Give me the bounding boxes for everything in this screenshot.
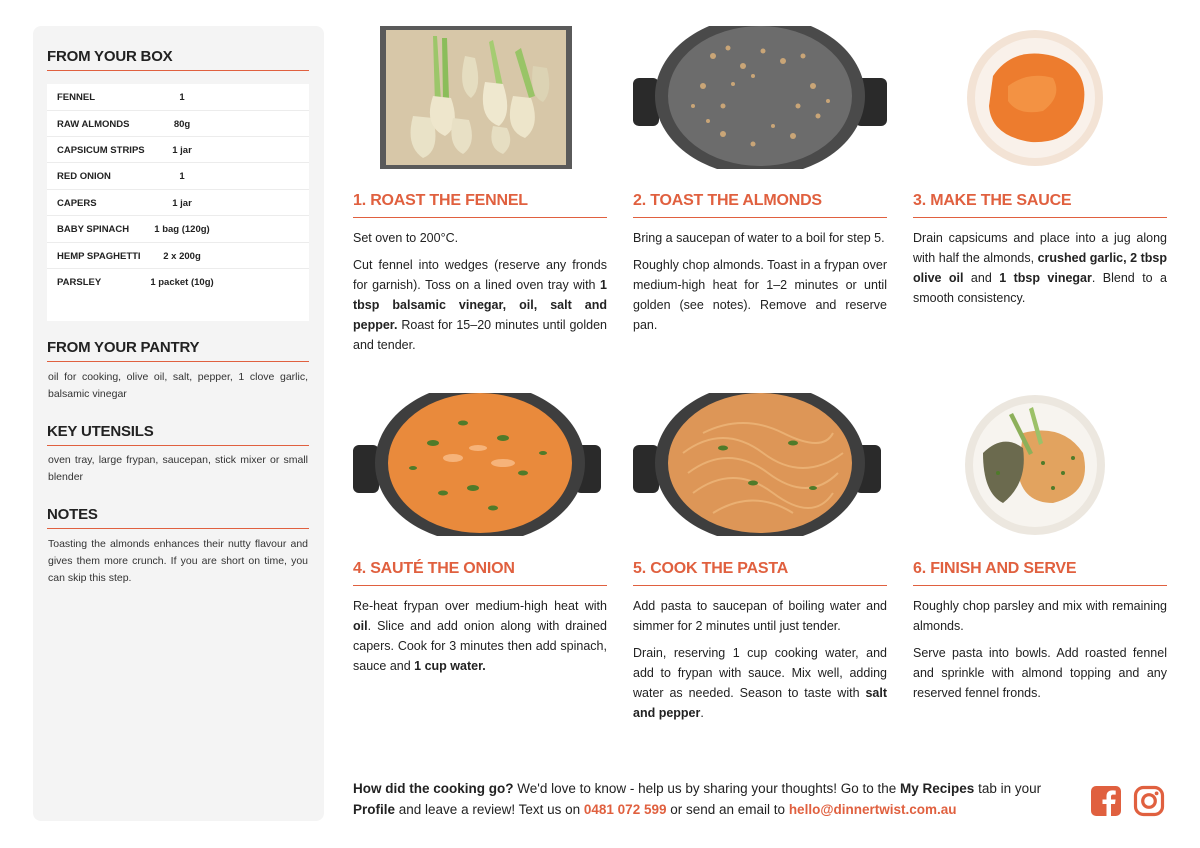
table-row — [47, 163, 309, 189]
bold-ingredient: 1 cup water. — [414, 659, 486, 673]
email-link[interactable]: hello@dinnertwist.com.au — [788, 802, 957, 817]
table-row — [47, 84, 309, 110]
capsicum-sauce-photo — [913, 26, 1167, 169]
step-paragraph — [353, 228, 607, 248]
table-row — [47, 190, 309, 216]
step-paragraph — [913, 596, 1167, 636]
step-3-rule — [913, 217, 1167, 218]
ingredient-qty: 1 jar — [172, 144, 192, 156]
creamy-sauce — [388, 393, 572, 533]
instruction-text: Drain capsicums and place into a jug along with half the almonds, — [913, 231, 1167, 265]
step-paragraph — [633, 596, 887, 636]
step-paragraph — [633, 255, 887, 335]
bold-ingredient: 1 tbsp balsamic vinegar, oil, salt and pepper. — [353, 278, 607, 332]
phone-number-link[interactable]: 0481 072 599 — [583, 802, 667, 817]
feedback-text-4: or send an email to — [666, 802, 789, 817]
instruction-text: Set oven to 200°C. — [353, 231, 459, 245]
step-3-body — [913, 228, 1167, 315]
step-2-rule — [633, 217, 887, 218]
ingredient-qty: 80g — [173, 118, 191, 130]
table-row — [47, 269, 309, 295]
instruction-text: Roughly chop almonds. Toast in a frypan over medium-high heat for 1–2 minutes or until golden (see notes). Remove and reserve pan. — [633, 258, 887, 332]
instruction-text: . Blend to a smooth consistency. — [913, 271, 1167, 305]
step-2-title: 2. TOAST THE ALMONDS — [633, 192, 822, 209]
feedback-text-1: We'd love to know - help us by sharing your thoughts! Go to the — [513, 781, 901, 796]
pan-handle-left — [633, 445, 659, 493]
step-3-title: 3. MAKE THE SAUCE — [913, 192, 1072, 209]
step-paragraph — [913, 643, 1167, 703]
feedback-text-3: and leave a review! Text us on — [395, 802, 584, 817]
from-box-title: FROM YOUR BOX — [47, 48, 173, 65]
ingredient-qty: 2 x 200g — [163, 250, 201, 262]
utensils-rule — [47, 445, 309, 446]
instruction-text: Bring a saucepan of water to a boil for step 5. — [633, 231, 885, 245]
bold-ingredient: salt and pepper — [633, 686, 887, 720]
ingredient-name: CAPSICUM STRIPS — [57, 144, 145, 156]
notes-text: Toasting the almonds enhances their nutty flavour and gives them more crunch. If you are short on time, you can skip this step. — [48, 538, 308, 584]
feedback-question: How did the cooking go? — [353, 781, 514, 796]
utensils-title: KEY UTENSILS — [47, 423, 154, 440]
step-5-body — [633, 596, 887, 730]
instruction-text: and — [963, 271, 1000, 285]
step-paragraph — [913, 228, 1167, 308]
utensils-text: oven tray, large frypan, saucepan, stick mixer or small blender — [48, 454, 308, 483]
ingredient-qty: 1 packet (10g) — [150, 276, 214, 288]
ingredient-qty: 1 jar — [172, 197, 192, 209]
feedback-text-2: tab in your — [974, 781, 1042, 796]
notes-rule — [47, 528, 309, 529]
step-4-body — [353, 596, 607, 683]
plated-pasta-photo — [913, 393, 1167, 536]
instruction-text: Serve pasta into bowls. Add roasted fennel and sprinkle with almond topping and any reserved fennel fronds. — [913, 646, 1167, 700]
table-row — [47, 137, 309, 163]
ingredient-name: CAPERS — [57, 197, 97, 209]
ingredient-qty: 1 bag (120g) — [154, 223, 210, 235]
step-6-rule — [913, 585, 1167, 586]
from-box-rule — [47, 70, 309, 71]
box-ingredients-table — [47, 84, 309, 321]
ingredient-name: BABY SPINACH — [57, 223, 130, 235]
ingredient-name: HEMP SPAGHETTI — [57, 250, 141, 262]
toasted-almonds-photo — [633, 26, 887, 169]
step-1-title: 1. ROAST THE FENNEL — [353, 192, 528, 209]
pasta-in-pan-photo — [633, 393, 887, 536]
step-paragraph — [633, 228, 887, 248]
ingredients-sidebar — [33, 26, 324, 821]
instruction-text: Cut fennel into wedges (reserve any fronds for garnish). Toss on a lined oven tray with — [353, 258, 607, 292]
bold-ingredient: 1 tbsp vinegar — [999, 271, 1092, 285]
instagram-icon[interactable] — [1133, 785, 1165, 817]
table-row — [47, 216, 309, 242]
pantry-rule — [47, 361, 309, 362]
step-6-title: 6. FINISH AND SERVE — [913, 560, 1077, 577]
facebook-icon[interactable] — [1090, 785, 1122, 817]
step-paragraph — [353, 596, 607, 676]
feedback-footer — [353, 778, 1073, 820]
ingredient-name: FENNEL — [57, 91, 95, 103]
ingredient-qty: 1 — [179, 170, 185, 182]
instruction-text: Re-heat frypan over medium-high heat with — [353, 599, 607, 613]
pantry-title: FROM YOUR PANTRY — [47, 339, 200, 356]
sauteed-onion-sauce-photo — [353, 393, 607, 536]
step-4-title: 4. SAUTÉ THE ONION — [353, 560, 515, 577]
instruction-text: Drain, reserving 1 cup cooking water, and add to frypan with sauce. Mix well, adding water as needed. Season to taste with — [633, 646, 887, 700]
instruction-text: Roughly chop parsley and mix with remaining almonds. — [913, 599, 1167, 633]
bold-ingredient: oil — [353, 619, 368, 633]
step-5-title: 5. COOK THE PASTA — [633, 560, 789, 577]
pan-handle-left — [353, 445, 379, 493]
instruction-text: . Slice and add onion along with drained capers. Cook for 3 minutes then add spinach, sauce and — [353, 619, 607, 673]
notes-title: NOTES — [47, 506, 98, 523]
instruction-text: Add pasta to saucepan of boiling water and simmer for 2 minutes until just tender. — [633, 599, 887, 633]
step-paragraph — [353, 255, 607, 355]
step-2-body — [633, 228, 887, 342]
step-6-body — [913, 596, 1167, 710]
table-row — [47, 111, 309, 137]
my-recipes-link[interactable]: My Recipes — [900, 781, 975, 796]
ingredient-qty: 1 — [179, 91, 185, 103]
table-row — [47, 243, 309, 269]
step-1-rule — [353, 217, 607, 218]
pantry-text: oil for cooking, olive oil, salt, pepper, 1 clove garlic, balsamic vinegar — [48, 371, 308, 400]
ingredient-name: PARSLEY — [57, 276, 102, 288]
ingredient-name: RED ONION — [57, 170, 111, 182]
roasted-fennel-photo — [353, 26, 607, 169]
pan-handle-left — [633, 78, 659, 126]
step-4-rule — [353, 585, 607, 586]
step-5-rule — [633, 585, 887, 586]
bold-ingredient: crushed garlic, 2 tbsp olive oil — [913, 251, 1167, 285]
ingredient-name: RAW ALMONDS — [57, 118, 130, 130]
instruction-text: . — [700, 706, 704, 720]
profile-link[interactable]: Profile — [353, 802, 396, 817]
step-paragraph — [633, 643, 887, 723]
instruction-text: Roast for 15–20 minutes until golden and tender. — [353, 318, 607, 352]
step-1-body — [353, 228, 607, 362]
